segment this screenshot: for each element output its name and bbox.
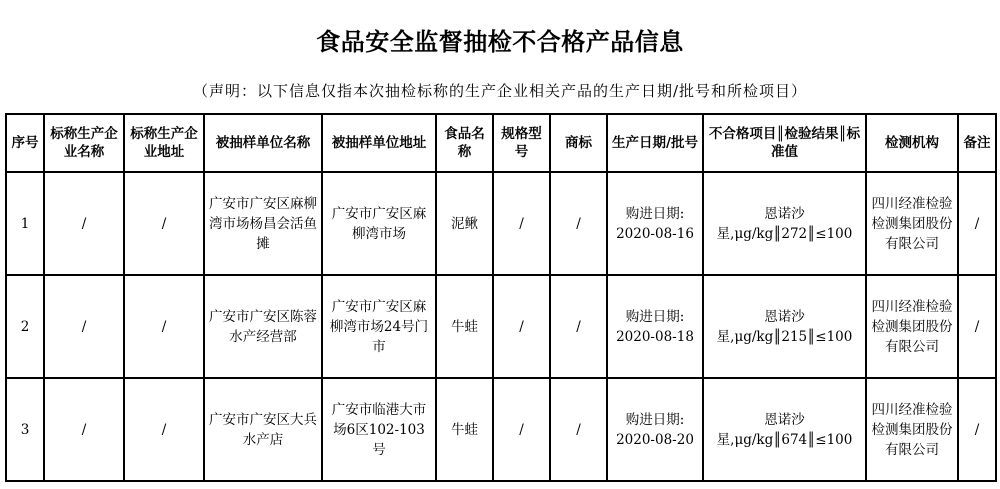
cell-producer-address: / xyxy=(124,378,204,481)
cell-brand: / xyxy=(550,275,607,378)
cell-sampled-unit-address: 广安市广安区麻柳湾市场 xyxy=(322,172,436,275)
cell-no: 1 xyxy=(6,172,44,275)
cell-brand: / xyxy=(550,378,607,481)
cell-brand: / xyxy=(550,172,607,275)
cell-agency: 四川经准检验检测集团股份有限公司 xyxy=(866,275,958,378)
cell-item-result: 恩诺沙星,μg/kg║215║≤100 xyxy=(703,275,866,378)
cell-spec: / xyxy=(493,275,550,378)
table-row xyxy=(6,378,996,481)
header-date: 生产日期/批号 xyxy=(607,114,703,172)
date-value: 2020-08-20 xyxy=(616,431,694,448)
cell-remark: / xyxy=(958,378,996,481)
cell-food-name: 牛蛙 xyxy=(436,378,493,481)
cell-sampled-unit-name: 广安市广安区麻柳湾市场杨昌会活鱼摊 xyxy=(204,172,322,275)
table-row xyxy=(6,172,996,275)
header-brand: 商标 xyxy=(550,114,607,172)
cell-no: 3 xyxy=(6,378,44,481)
page-title: 食品安全监督抽检不合格产品信息 xyxy=(316,28,684,56)
date-value: 2020-08-18 xyxy=(616,328,694,345)
cell-producer-name: / xyxy=(44,275,124,378)
cell-agency: 四川经准检验检测集团股份有限公司 xyxy=(866,172,958,275)
date-label: 购进日期: xyxy=(625,205,685,222)
cell-date xyxy=(607,275,703,378)
cell-sampled-unit-address: 广安市临港大市场6区102-103号 xyxy=(322,378,436,481)
header-sampled-unit-name: 被抽样单位名称 xyxy=(204,114,322,172)
cell-agency: 四川经准检验检测集团股份有限公司 xyxy=(866,378,958,481)
table-row xyxy=(6,275,996,378)
cell-sampled-unit-name: 广安市广安区大兵水产店 xyxy=(204,378,322,481)
cell-date xyxy=(607,172,703,275)
header-sampled-unit-address: 被抽样单位地址 xyxy=(322,114,436,172)
cell-remark: / xyxy=(958,172,996,275)
date-label: 购进日期: xyxy=(625,308,685,325)
cell-food-name: 泥鳅 xyxy=(436,172,493,275)
cell-producer-name: / xyxy=(44,172,124,275)
header-remark: 备注 xyxy=(958,114,996,172)
cell-sampled-unit-address: 广安市广安区麻柳湾市场24号门市 xyxy=(322,275,436,378)
header-no: 序号 xyxy=(6,114,44,172)
table-header-row xyxy=(6,114,996,172)
cell-remark: / xyxy=(958,275,996,378)
cell-spec: / xyxy=(493,172,550,275)
header-agency: 检测机构 xyxy=(866,114,958,172)
cell-producer-address: / xyxy=(124,172,204,275)
cell-producer-address: / xyxy=(124,275,204,378)
cell-date xyxy=(607,378,703,481)
date-label: 购进日期: xyxy=(625,411,685,428)
disclaimer: （声明：以下信息仅指本次抽检标称的生产企业相关产品的生产日期/批号和所检项目） xyxy=(192,82,808,100)
cell-sampled-unit-name: 广安市广安区陈蓉水产经营部 xyxy=(204,275,322,378)
inspection-table xyxy=(5,113,997,482)
cell-food-name: 牛蛙 xyxy=(436,275,493,378)
cell-item-result: 恩诺沙星,μg/kg║674║≤100 xyxy=(703,378,866,481)
cell-no: 2 xyxy=(6,275,44,378)
header-producer-name: 标称生产企业名称 xyxy=(44,114,124,172)
cell-producer-name: / xyxy=(44,378,124,481)
header-spec: 规格型号 xyxy=(493,114,550,172)
cell-spec: / xyxy=(493,378,550,481)
header-food-name: 食品名称 xyxy=(436,114,493,172)
header-producer-address: 标称生产企业地址 xyxy=(124,114,204,172)
cell-item-result: 恩诺沙星,μg/kg║272║≤100 xyxy=(703,172,866,275)
header-item-result: 不合格项目║检验结果║标准值 xyxy=(703,114,866,172)
date-value: 2020-08-16 xyxy=(616,225,694,242)
